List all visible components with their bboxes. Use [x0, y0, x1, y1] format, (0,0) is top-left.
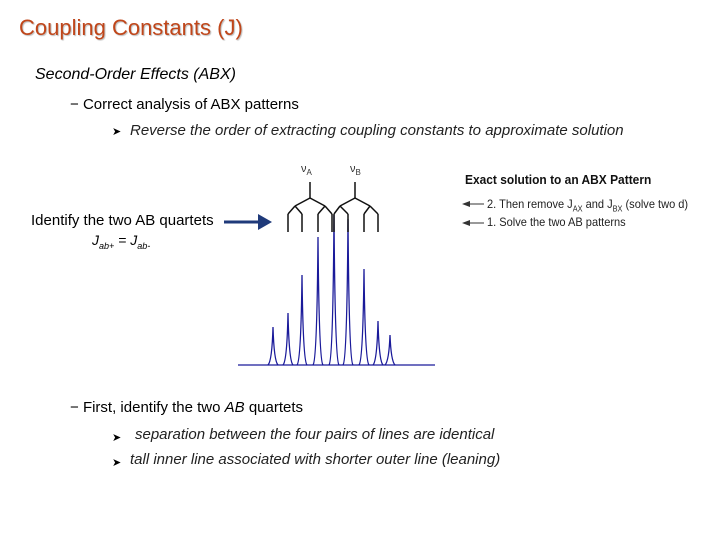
bullet-text: tall inner line associated with shorter outer line (leaning): [130, 451, 501, 468]
slide-title: Coupling Constants (J): [19, 15, 243, 40]
identify-label: Identify the two AB quartets: [31, 212, 214, 229]
left-arrow-icon: [462, 199, 484, 209]
dash-marker: −: [70, 96, 79, 113]
step-text: and J: [582, 197, 613, 211]
left-arrow-icon: [462, 218, 484, 228]
j-subscript: ab+: [99, 240, 115, 251]
first-pre: First, identify the two: [82, 399, 225, 416]
bullet-text: separation between the four pairs of lines are identical: [135, 426, 495, 443]
first-post: quartets: [244, 399, 304, 416]
splitting-tree: [288, 182, 378, 232]
step-subscript: AX: [572, 204, 583, 214]
spectrum-peak: [343, 219, 353, 365]
level2-text: Reverse the order of extracting coupling constants to approximate solution: [130, 122, 624, 139]
arrow-bullet-icon: ➤: [112, 457, 122, 469]
dash-marker: −: [70, 399, 79, 416]
arrow-bullet-icon: ➤: [112, 432, 122, 444]
equals-sign: =: [114, 232, 131, 248]
step-text: 2. Then remove J: [487, 197, 573, 211]
level1-item: [70, 96, 299, 113]
exact-solution-title: Exact solution to an ABX Pattern: [465, 172, 652, 187]
step-text: (solve two d): [622, 197, 689, 211]
spectrum-peak: [373, 321, 383, 365]
spectrum-peak: [329, 215, 339, 365]
spectrum-peak: [268, 327, 278, 365]
nu-subscript: A: [306, 168, 312, 178]
exact-step-2: [487, 197, 688, 213]
first-em: AB: [224, 399, 245, 416]
level1-item-first: [70, 399, 303, 416]
section-heading: Second-Order Effects (ABX): [35, 66, 236, 83]
level1-text: Correct analysis of ABX patterns: [82, 96, 299, 113]
exact-step-1: 1. Solve the two AB patterns: [487, 215, 626, 229]
nu-symbol: ν: [301, 163, 307, 175]
spectrum-peak: [283, 313, 293, 365]
j-subscript: ab-: [137, 240, 151, 251]
step-subscript: BX: [612, 204, 623, 214]
j-symbol: J: [92, 232, 99, 248]
j-equation: [92, 232, 150, 251]
nu-b-label: [350, 163, 361, 177]
arrow-bullet-icon: ➤: [112, 126, 122, 138]
spectrum-peak: [297, 275, 307, 365]
spectrum-peak: [313, 237, 323, 365]
spectrum-peak: [359, 269, 369, 365]
spectrum-peaks: [268, 215, 395, 365]
abx-spectrum-figure: [230, 160, 470, 375]
j-symbol: J: [130, 232, 138, 248]
nu-symbol: ν: [350, 163, 356, 175]
nu-a-label: [301, 163, 312, 177]
nu-subscript: B: [355, 168, 361, 178]
spectrum-peak: [385, 335, 395, 365]
